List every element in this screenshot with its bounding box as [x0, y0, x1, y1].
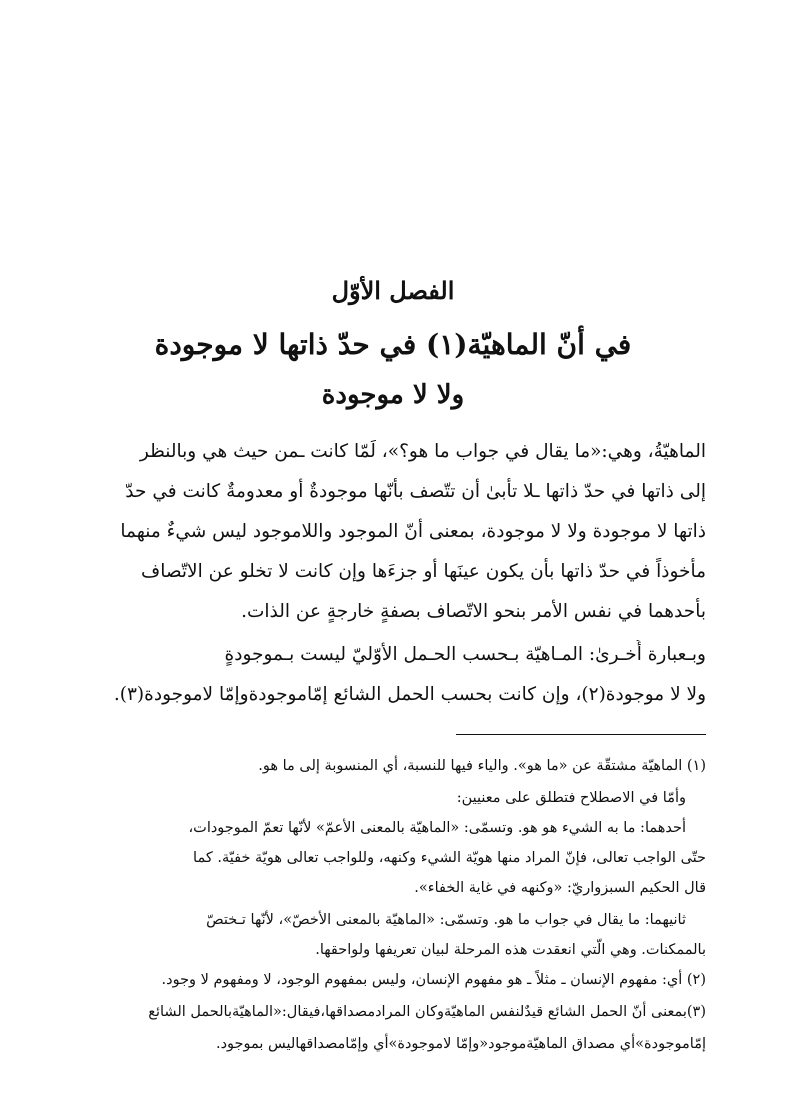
footnote-line: (٢) أي: مفهوم الإنسان ـ مثلاً ـ هو مفهوم الإنسان، وليس بمفهوم الوجود، لا ومفهوم لا وجود.: [161, 972, 706, 988]
footnote-line: بالممكنات. وهي الّتي انعقدت هذه المرحلة لبيان تعريفها ولواحقها.: [315, 942, 706, 958]
footnote-separator: [456, 734, 706, 735]
body-text-line: وبـعبارة أُخـرىٰ: المـاهيّة بـحسب الحـمل الأوّليّ ليست بـموجودةٍ: [224, 644, 706, 665]
body-text-line: مأخوذاً في حدّ ذاتها بأن يكون عينَها أو جزءَها وإن كانت لا تخلو عن الاتّصاف: [141, 561, 706, 582]
footnote-line: قال الحكيم السبزواريّ: «وكنهه في غاية الخفاء».: [414, 880, 706, 896]
chapter-heading: الفصل الأوّل: [331, 276, 455, 305]
body-text-line: بأحدهما في نفس الأمر بنحو الاتّصاف بصفةٍ خارجةٍ عن الذات.: [241, 601, 706, 622]
body-text-line: ولا لا موجودة(٢)، وإن كانت بحسب الحمل الشائع إمّاموجودةوإمّا لاموجودة(٣).: [113, 684, 706, 705]
footnote-line: وأمّا في الاصطلاح فتطلق على معنيين:: [456, 790, 686, 806]
chapter-title-line-2: ولا لا موجودة: [321, 380, 465, 410]
body-text-line: الماهيّةُ، وهي:«ما يقال في جواب ما هو؟»، لَمّا كانت ـمن حيث هي وبالنظر: [139, 441, 706, 462]
footnote-line: أحدهما: ما به الشيء هو هو. وتسمّى: «الماهيّة بالمعنى الأعمّ» لأنّها تعمّ الموجودات،: [188, 820, 686, 836]
chapter-title-line-1: في أنّ الماهيّة(١) في حدّ ذاتها لا موجودة: [154, 328, 632, 361]
footnote-line: (٣)بمعنى أنّ الحمل الشائع قيدٌلنفس الماهيّةوكان المرادمصداقها،فيقال:«الماهيّةبالحمل الشائع: [148, 1004, 706, 1020]
footnote-line: حتّى الواجب تعالى، فإنّ المراد منها هويّة الشيء وكنهه، وللواجب تعالى هويّة خفيّة. كما: [193, 850, 706, 866]
body-text-line: إلى ذاتها في حدّ ذاتها ـلا تأبىٰ أن تتّصف بأنّها موجودةٌ أو معدومةٌ كانت في حدّ: [125, 481, 706, 502]
footnote-line: إمّاموجودة»أي مصداق الماهيّةموجود«وإمّا لاموجودة»أي وإمّامصداقهاليس بموجود.: [215, 1036, 706, 1052]
footnote-line: ثانيهما: ما يقال في جواب ما هو. وتسمّى: «الماهيّة بالمعنى الأخصّ»، لأنّها تـختصّ: [206, 912, 686, 928]
footnote-line: (١) الماهيّة مشتقّة عن «ما هو». والياء فيها للنسبة، أي المنسوبة إلى ما هو.: [258, 758, 706, 774]
body-text-line: ذاتها لا موجودة ولا لا موجودة، بمعنى أنّ الموجود واللاموجود ليس شيءٌ منهما: [120, 521, 706, 542]
